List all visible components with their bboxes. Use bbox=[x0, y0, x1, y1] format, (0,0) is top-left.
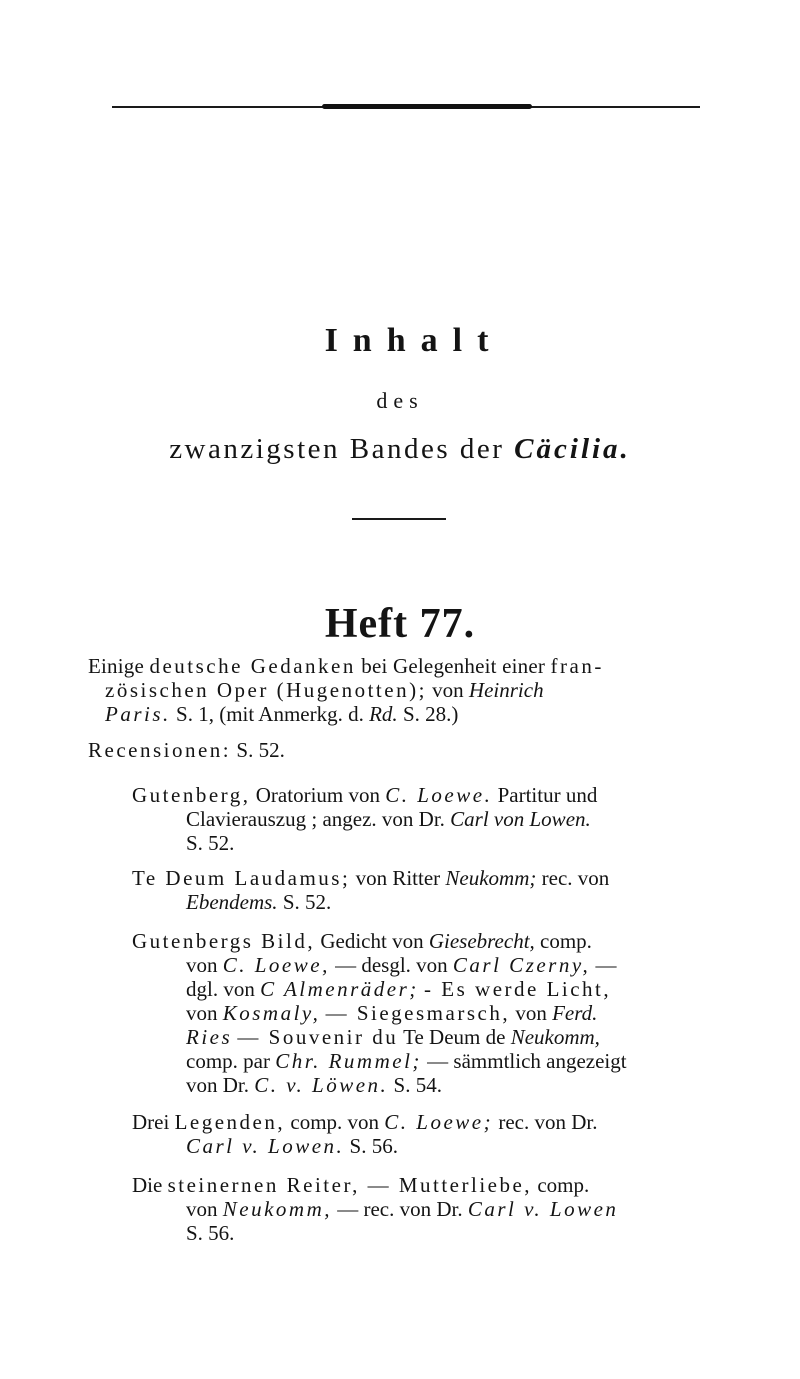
entry-tedeum-line-1: Te Deum Laudamus; von Ritter Neukomm; rec. von bbox=[132, 866, 610, 890]
entry-bild-line-3: dgl. von C Almenräder; - Es werde Licht, bbox=[186, 977, 612, 1001]
entry-gutenberg-line-2: Clavierauszug ; angez. von Dr. Carl von Lowen. bbox=[186, 807, 591, 831]
heft-heading: Heft 77. bbox=[324, 601, 476, 647]
entry-bild-line-6: comp. par Chr. Rummel; — sämmtlich angezeigt bbox=[186, 1049, 627, 1073]
entry-einige-line-2: zösischen Oper (Hugenotten); von Heinrich bbox=[105, 678, 544, 702]
entry-bild-line-4: von Kosmaly, — Siegesmarsch, von Ferd. bbox=[186, 1001, 598, 1025]
entry-gutenberg-line-1: Gutenberg, Oratorium von C. Loewe. Partitur und bbox=[132, 783, 598, 807]
entry-bild-line-5: Ries — Souvenir du Te Deum de Neukomm, bbox=[186, 1025, 600, 1049]
entry-reiter-line-3: S. 56. bbox=[186, 1221, 235, 1245]
entry-gutenberg-line-3: S. 52. bbox=[186, 831, 235, 855]
subtitle-italic: Cäcilia. bbox=[514, 433, 631, 465]
subtitle bbox=[0, 433, 800, 466]
entry-bild-line-2: von C. Loewe, — desgl. von Carl Czerny, — bbox=[186, 953, 617, 977]
recensionen-heading: Recensionen: S. 52. bbox=[88, 738, 285, 762]
top-rule bbox=[112, 106, 700, 108]
title-des: des bbox=[376, 388, 424, 413]
entry-reiter-line-1: Die steinernen Reiter, — Mutterliebe, comp. bbox=[132, 1173, 590, 1197]
subtitle-prefix: zwanzigsten Bandes der bbox=[169, 433, 505, 465]
entry-tedeum-line-2: Ebendems. S. 52. bbox=[186, 890, 332, 914]
entry-bild-line-7: von Dr. C. v. Löwen. S. 54. bbox=[186, 1073, 442, 1097]
entry-einige-line-1: Einige deutsche Gedanken bei Gelegenheit einer fran- bbox=[88, 654, 604, 678]
entry-bild-line-1: Gutenbergs Bild, Gedicht von Giesebrecht, comp. bbox=[132, 929, 592, 953]
entry-einige-line-3: Paris. S. 1, (mit Anmerkg. d. Rd. S. 28.) bbox=[105, 702, 459, 726]
entry-legenden-line-1: Drei Legenden, comp. von C. Loewe; rec. von Dr. bbox=[132, 1110, 598, 1134]
entry-reiter-line-2: von Neukomm, — rec. von Dr. Carl v. Lowen bbox=[186, 1197, 619, 1221]
middle-rule bbox=[352, 518, 446, 520]
entry-legenden-line-2: Carl v. Lowen. S. 56. bbox=[186, 1134, 398, 1158]
page-title: Inhalt bbox=[324, 322, 504, 359]
